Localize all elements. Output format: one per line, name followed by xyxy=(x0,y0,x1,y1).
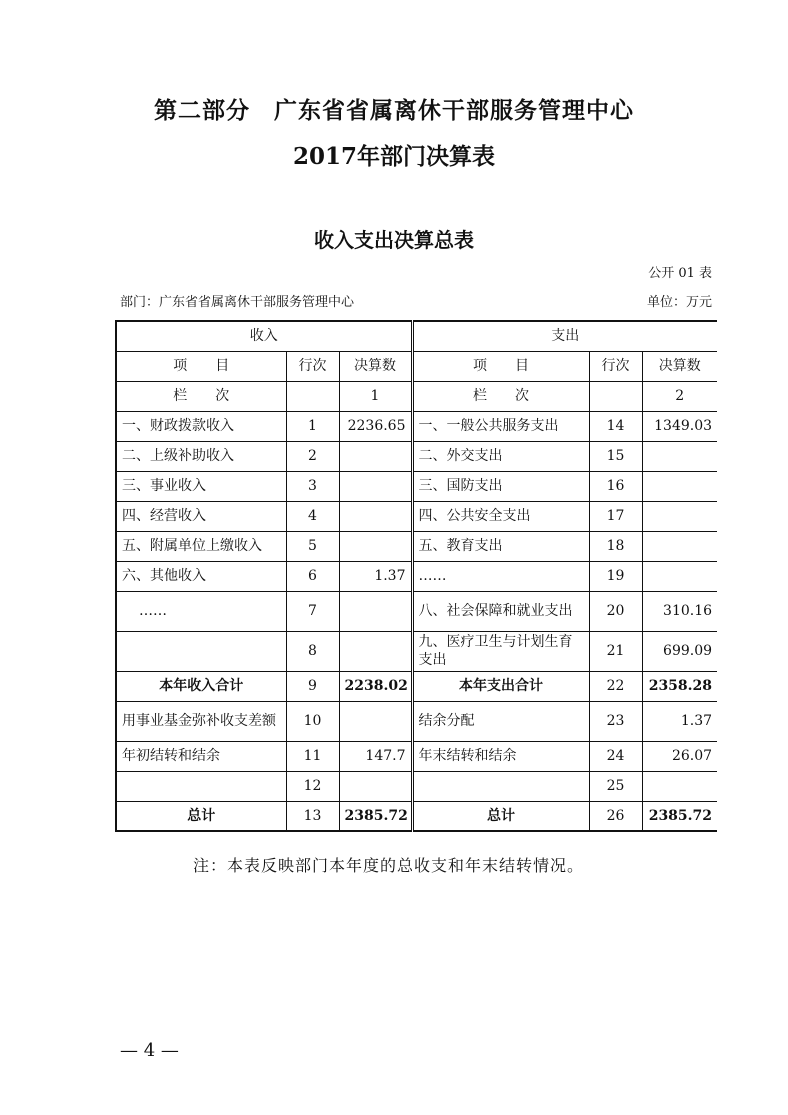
table-code: 公开 01 表 xyxy=(648,266,712,281)
income-item: 三、事业收入 xyxy=(116,471,286,501)
expense-amount-header: 决算数 xyxy=(642,351,717,381)
table-row xyxy=(116,741,717,771)
department-label: 部门：广东省省属离休干部服务管理中心 xyxy=(120,295,355,310)
expense-amount xyxy=(642,531,717,561)
table-row xyxy=(116,441,717,471)
expense-item: 年末结转和结余 xyxy=(412,741,589,771)
table-row xyxy=(116,531,717,561)
expense-item: 三、国防支出 xyxy=(412,471,589,501)
expense-item xyxy=(412,771,589,801)
expense-row-no: 19 xyxy=(589,561,642,591)
income-subtotal-label: 本年收入合计 xyxy=(116,671,286,701)
expense-item: 九、医疗卫生与计划生育支出 xyxy=(412,631,589,671)
income-column-index-blank xyxy=(286,381,339,411)
income-row-no: 7 xyxy=(286,591,339,631)
income-item: 一、财政拨款收入 xyxy=(116,411,286,441)
table-row xyxy=(116,561,717,591)
expense-row-no: 25 xyxy=(589,771,642,801)
expense-item-header: 项 目 xyxy=(412,351,589,381)
expense-amount: 26.07 xyxy=(642,741,717,771)
income-amount xyxy=(339,631,412,671)
income-row-no: 12 xyxy=(286,771,339,801)
expense-subtotal-label: 本年支出合计 xyxy=(412,671,589,701)
table-title: 收入支出决算总表 xyxy=(314,228,474,252)
expense-amount xyxy=(642,561,717,591)
income-row-no: 1 xyxy=(286,411,339,441)
expense-amount xyxy=(642,501,717,531)
income-row-no: 3 xyxy=(286,471,339,501)
table-row xyxy=(116,471,717,501)
income-item xyxy=(116,631,286,671)
income-item: 四、经营收入 xyxy=(116,501,286,531)
income-expense-table xyxy=(115,320,717,832)
expense-amount: 1.37 xyxy=(642,701,717,741)
income-total: 2385.72 xyxy=(339,801,412,831)
expense-row-no-header: 行次 xyxy=(589,351,642,381)
expense-amount xyxy=(642,441,717,471)
expense-row-no: 23 xyxy=(589,701,642,741)
expense-item: 五、教育支出 xyxy=(412,531,589,561)
expense-column-index: 2 xyxy=(642,381,717,411)
income-item: 用事业基金弥补收支差额 xyxy=(116,701,286,741)
income-amount-header: 决算数 xyxy=(339,351,412,381)
income-column-index-label: 栏 次 xyxy=(116,381,286,411)
income-amount xyxy=(339,591,412,631)
expense-group-header: 支出 xyxy=(412,321,717,351)
unit-label: 单位：万元 xyxy=(646,295,712,310)
expense-row-no: 20 xyxy=(589,591,642,631)
income-row-no: 13 xyxy=(286,801,339,831)
income-row-no: 2 xyxy=(286,441,339,471)
income-amount xyxy=(339,771,412,801)
income-row-no: 9 xyxy=(286,671,339,701)
expense-amount xyxy=(642,471,717,501)
expense-item: 八、社会保障和就业支出 xyxy=(412,591,589,631)
income-total-label: 总计 xyxy=(116,801,286,831)
income-row-no: 4 xyxy=(286,501,339,531)
income-amount xyxy=(339,471,412,501)
expense-row-no: 26 xyxy=(589,801,642,831)
income-subtotal: 2238.02 xyxy=(339,671,412,701)
table-row xyxy=(116,591,717,631)
income-amount: 147.7 xyxy=(339,741,412,771)
expense-item: …… xyxy=(412,561,589,591)
expense-row-no: 21 xyxy=(589,631,642,671)
income-item: 五、附属单位上缴收入 xyxy=(116,531,286,561)
expense-amount: 310.16 xyxy=(642,591,717,631)
income-row-no: 5 xyxy=(286,531,339,561)
expense-row-no: 24 xyxy=(589,741,642,771)
expense-item: 结余分配 xyxy=(412,701,589,741)
table-row xyxy=(116,411,717,441)
income-item: 二、上级补助收入 xyxy=(116,441,286,471)
income-row-no: 8 xyxy=(286,631,339,671)
income-amount xyxy=(339,501,412,531)
income-row-no: 6 xyxy=(286,561,339,591)
expense-row-no: 18 xyxy=(589,531,642,561)
expense-amount: 699.09 xyxy=(642,631,717,671)
expense-column-index-blank xyxy=(589,381,642,411)
expense-row-no: 22 xyxy=(589,671,642,701)
income-item: 年初结转和结余 xyxy=(116,741,286,771)
income-amount xyxy=(339,441,412,471)
table-row xyxy=(116,631,717,671)
expense-amount xyxy=(642,771,717,801)
expense-column-index-label: 栏 次 xyxy=(412,381,589,411)
income-amount xyxy=(339,701,412,741)
table-row xyxy=(116,501,717,531)
income-amount: 2236.65 xyxy=(339,411,412,441)
expense-row-no: 17 xyxy=(589,501,642,531)
income-column-index: 1 xyxy=(339,381,412,411)
expense-item: 四、公共安全支出 xyxy=(412,501,589,531)
income-amount xyxy=(339,531,412,561)
table-row xyxy=(116,771,717,801)
page-number: — 4 — xyxy=(120,1040,179,1061)
expense-row-no: 16 xyxy=(589,471,642,501)
document-year-title: 2017年部门决算表 xyxy=(292,143,495,170)
income-item-header: 项 目 xyxy=(116,351,286,381)
income-item: 六、其他收入 xyxy=(116,561,286,591)
expense-item: 二、外交支出 xyxy=(412,441,589,471)
table-row xyxy=(116,671,717,701)
income-row-no: 11 xyxy=(286,741,339,771)
expense-total: 2385.72 xyxy=(642,801,717,831)
income-row-no-header: 行次 xyxy=(286,351,339,381)
expense-subtotal: 2358.28 xyxy=(642,671,717,701)
expense-row-no: 15 xyxy=(589,441,642,471)
income-item xyxy=(116,771,286,801)
table-row xyxy=(116,801,717,831)
document-title: 第二部分 广东省省属离休干部服务管理中心 xyxy=(154,97,634,124)
income-item: …… xyxy=(116,591,286,631)
income-amount: 1.37 xyxy=(339,561,412,591)
expense-item: 一、一般公共服务支出 xyxy=(412,411,589,441)
expense-row-no: 14 xyxy=(589,411,642,441)
expense-amount: 1349.03 xyxy=(642,411,717,441)
expense-total-label: 总计 xyxy=(412,801,589,831)
table-row xyxy=(116,701,717,741)
table-note: 注：本表反映部门本年度的总收支和年末结转情况。 xyxy=(193,856,585,875)
income-row-no: 10 xyxy=(286,701,339,741)
income-group-header: 收入 xyxy=(116,321,412,351)
